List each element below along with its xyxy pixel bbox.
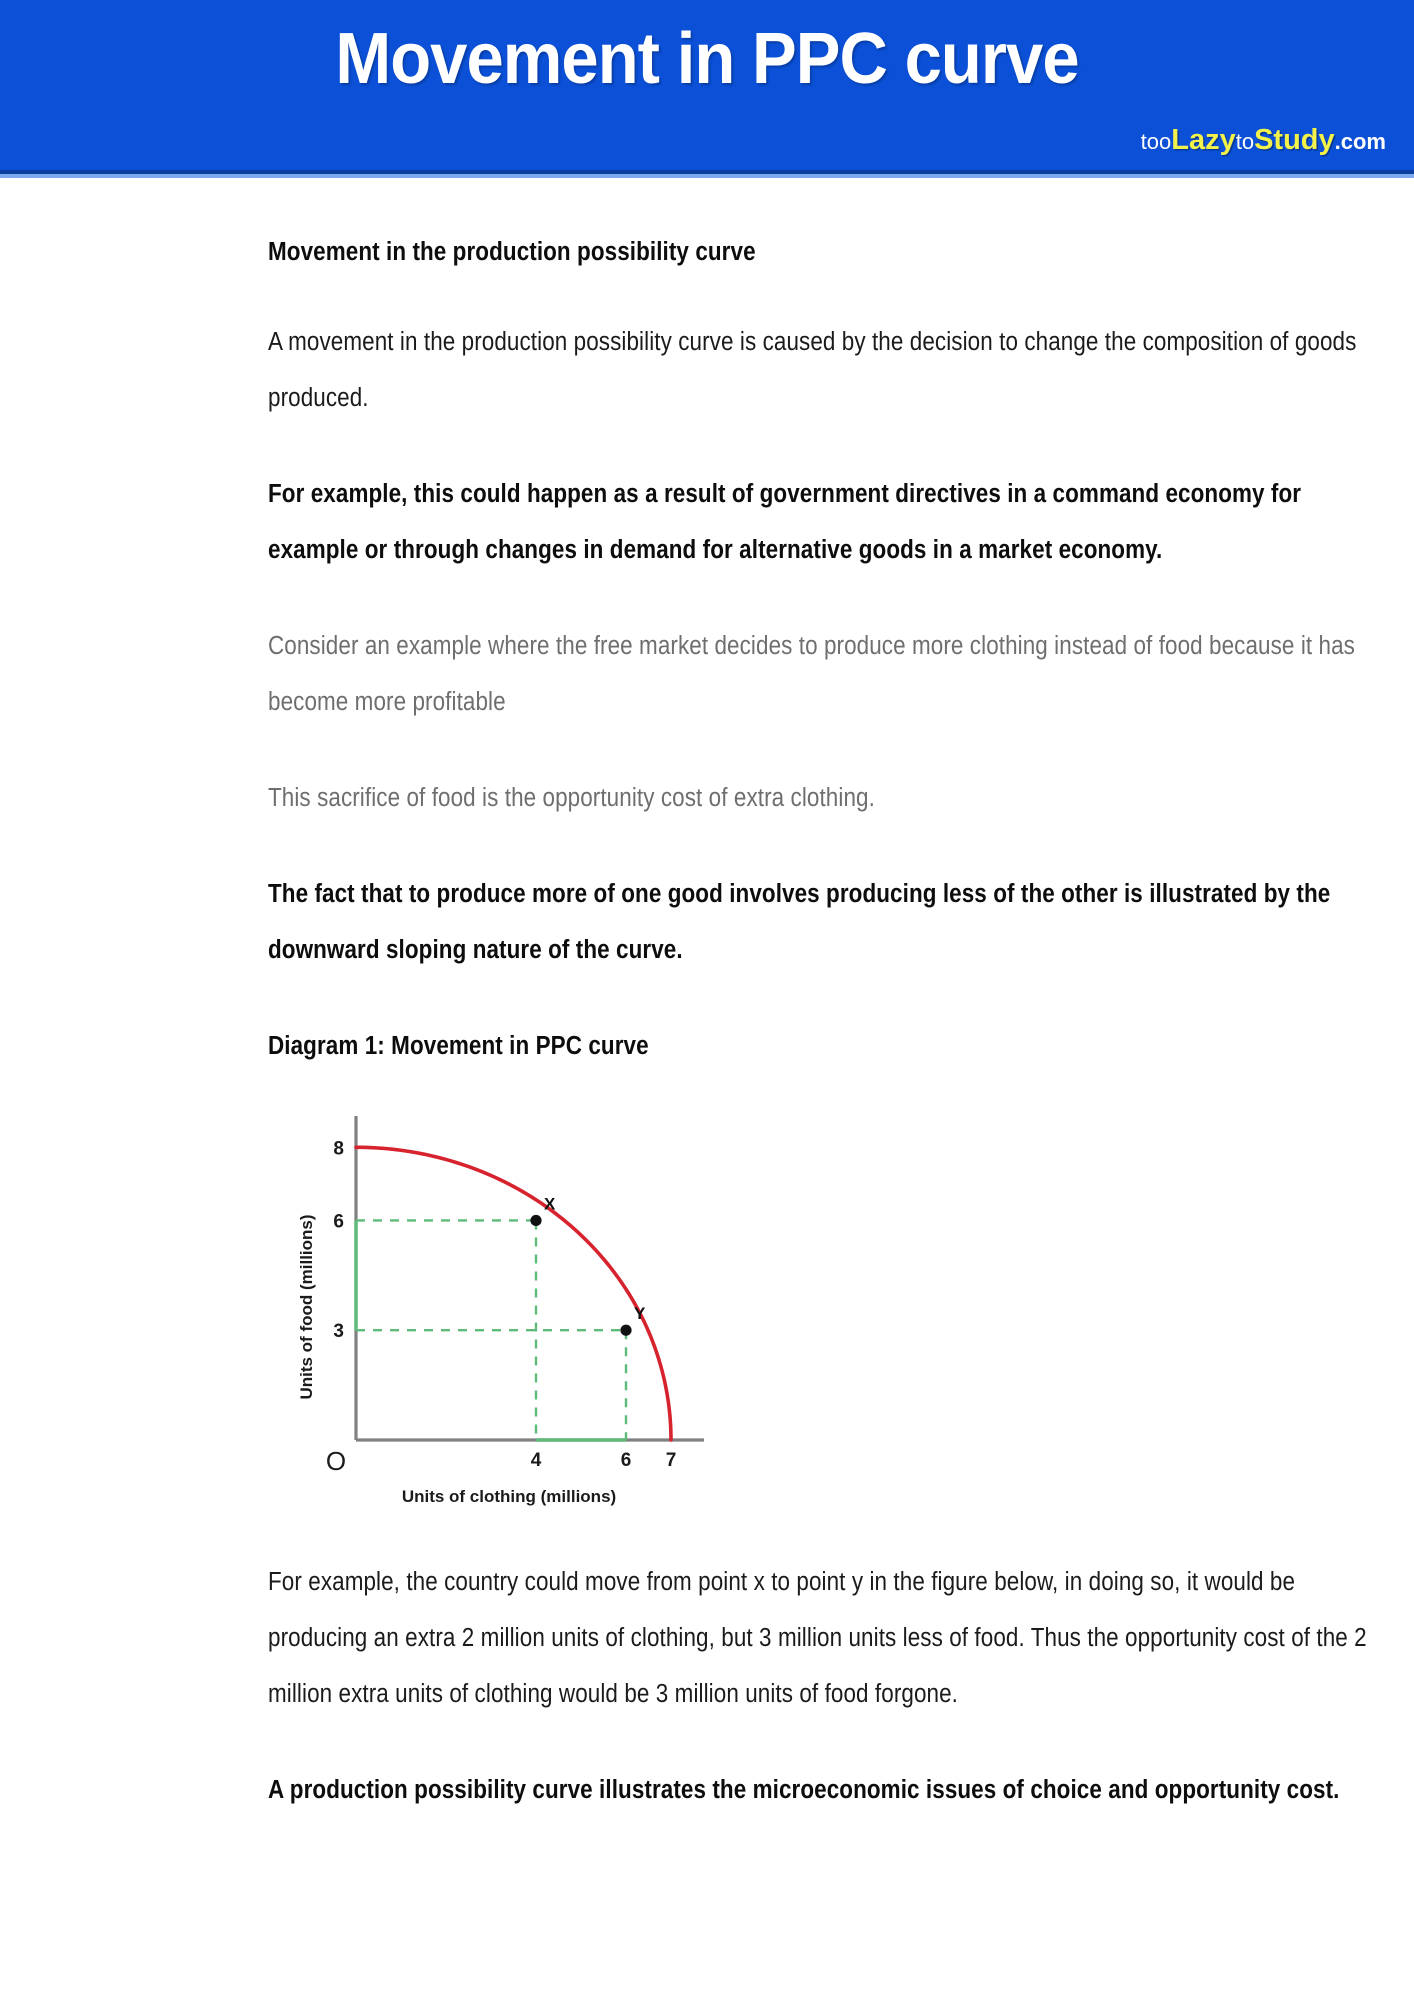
point-label-y: Y xyxy=(634,1304,646,1324)
y-tick-label: 3 xyxy=(333,1321,344,1343)
paragraph-7: A production possibility curve illustrates the microeconomic issues of choice and opportunity cost. xyxy=(268,1776,1340,1804)
paragraph-5: The fact that to produce more of one good involves producing less of the other is illustrated by the downward sloping nature of the curve. xyxy=(268,880,1331,964)
page-header-banner xyxy=(0,0,1414,170)
x-tick-label: 4 xyxy=(530,1450,542,1471)
logo-text-lazy: Lazy xyxy=(1171,124,1236,156)
x-tick-label: 7 xyxy=(665,1450,677,1471)
paragraph-1: A movement in the production possibility curve is caused by the decision to change the composition of goods produced. xyxy=(268,328,1357,412)
page-title: Movement in PPC curve xyxy=(335,19,1079,99)
y-axis-title: Units of food (millions) xyxy=(297,1214,316,1400)
x-tick-label: 6 xyxy=(620,1450,632,1471)
y-tick-label: 6 xyxy=(333,1211,344,1233)
paragraph-2: For example, this could happen as a result of government directives in a command economy for example or through changes in demand for alternative goods in a market economy. xyxy=(268,480,1302,564)
origin-label: O xyxy=(325,1446,347,1476)
data-point-y xyxy=(620,1325,631,1336)
paragraph-3: Consider an example where the free market decides to produce more clothing instead of food because it has become more profitable xyxy=(268,632,1355,716)
logo-text-to: to xyxy=(1235,129,1255,154)
paragraph-6: For example, the country could move from point x to point y in the figure below, in doing so, it would be producing an extra 2 million units of clothing, but 3 million units less of food. Thus the opportunity cost of the 2 million extra units of clothing would be 3 million units of food forgone. xyxy=(268,1568,1367,1708)
logo-text-too: too xyxy=(1140,129,1172,154)
y-tick-label: 8 xyxy=(333,1138,344,1160)
section-heading: Movement in the production possibility curve xyxy=(268,238,756,266)
logo-text-dotcom: .com xyxy=(1334,129,1386,154)
site-logo[interactable] xyxy=(1141,126,1386,155)
x-axis-title: Units of clothing (millions) xyxy=(401,1487,617,1506)
logo-text-study: Study xyxy=(1254,124,1335,156)
ppc-chart xyxy=(278,1100,718,1520)
diagram-caption: Diagram 1: Movement in PPC curve xyxy=(268,1032,649,1060)
document-content xyxy=(268,178,1378,1818)
point-label-x: X xyxy=(544,1194,556,1214)
ppc-curve xyxy=(356,1147,671,1440)
data-point-x xyxy=(530,1215,541,1226)
ppc-figure xyxy=(268,1074,1378,1520)
paragraph-4: This sacrifice of food is the opportunity cost of extra clothing. xyxy=(268,784,875,812)
ppc-chart-svg xyxy=(278,1100,718,1520)
